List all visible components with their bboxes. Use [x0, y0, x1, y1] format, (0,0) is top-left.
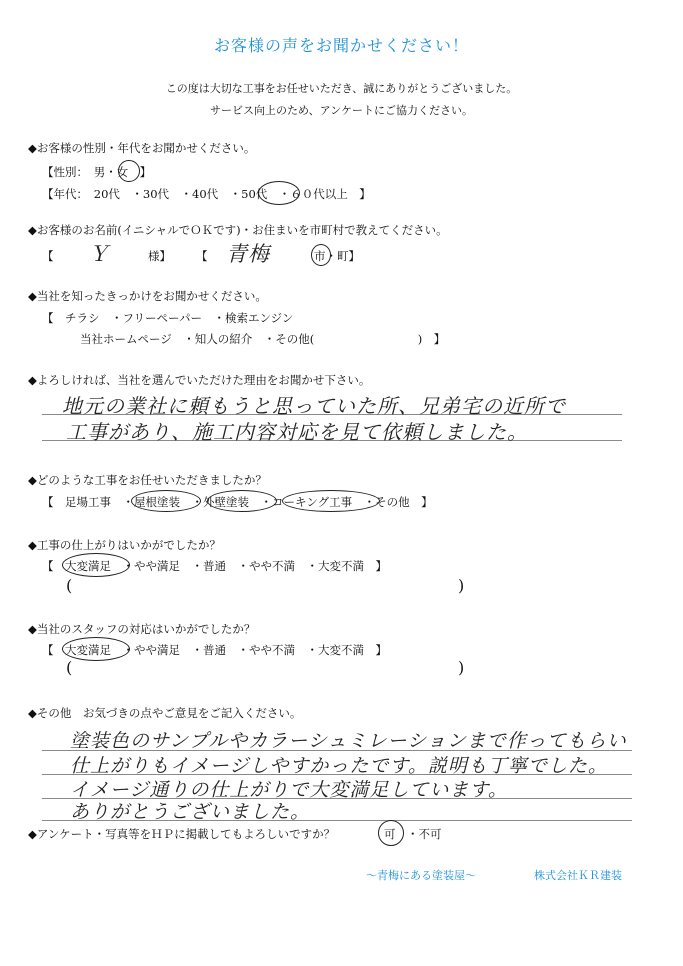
question-other-comments: ◆その他 お気づきの点やご意見をご記入ください。: [28, 706, 302, 720]
staff-paren-close: ): [458, 658, 465, 677]
question-publish-permission: ◆アンケート・写真等をＨＰに掲載してもよろしいですか？: [28, 827, 336, 841]
reason-answer-1: 地元の業社に頼もうと思っていた所、兄弟宅の近所で: [62, 394, 566, 418]
age-options: 【年代： 20代 ・30代 ・40代 ・50代 ・６０代以上 】: [42, 187, 371, 201]
age-selection-circle: [258, 181, 300, 205]
publish-selection-circle: [378, 820, 404, 846]
city-suffix: 市・町】: [314, 249, 360, 263]
name-suffix: 様】: [148, 249, 171, 263]
work-type-circle-caulking: [282, 490, 380, 512]
work-type-circle-roof: [131, 490, 201, 512]
gender-options: 【性別： 男・女 】: [42, 165, 152, 179]
question-name-city: ◆お客様のお名前(イニシャルでＯＫです)・お住まいを市町村で教えてください。: [28, 223, 448, 237]
staff-options: 【 大変満足 ・やや満足 ・普通 ・やや不満 ・大変不満 】: [42, 643, 387, 657]
intro-line-2: サービス向上のため、アンケートにご協力ください。: [210, 104, 473, 117]
gender-selection-circle: [118, 160, 140, 182]
question-staff: ◆当社のスタッフの対応はいかがでしたか？: [28, 622, 256, 636]
staff-paren-open: (: [66, 658, 73, 677]
how-found-options-1: 【 チラシ ・フリーペーパー ・検索エンジン: [42, 311, 294, 325]
city-bracket-open: 【: [196, 249, 208, 263]
finish-options: 【 大変満足 ・やや満足 ・普通 ・やや不満 ・大変不満 】: [42, 559, 387, 573]
comment-answer-4: ありがとうございました。: [70, 801, 311, 823]
question-how-found: ◆当社を知ったきっかけをお聞かせください。: [28, 289, 267, 303]
finish-paren-close: ): [458, 576, 465, 595]
name-bracket-open: 【: [42, 249, 54, 263]
company-name: 株式会社ＫＲ建装: [534, 869, 622, 882]
finish-selection-circle: [62, 553, 130, 577]
comment-answer-1: 塗装色のサンプルやカラーシュミレーションまで作ってもらい: [70, 730, 627, 752]
name-answer: Ｙ: [88, 242, 110, 266]
city-answer: 青梅: [226, 242, 270, 266]
footer-tagline: ～青梅にある塗装屋～: [366, 869, 476, 882]
how-found-options-2: 当社ホームページ ・知人の紹介 ・その他( ) 】: [80, 332, 446, 346]
finish-paren-open: (: [66, 576, 73, 595]
publish-options: 可 ・不可: [384, 827, 442, 841]
work-type-options: 【 足場工事 ・屋根塗装 ・外壁塗装 ・コーキング工事 ・その他 】: [42, 495, 433, 509]
intro-line-1: この度は大切な工事をお任せいただき、誠にありがとうございました。: [165, 82, 518, 95]
question-reason: ◆よろしければ、当社を選んでいただけた理由をお聞かせ下さい。: [28, 373, 371, 387]
survey-title: お客様の声をお聞かせください！: [213, 36, 469, 55]
reason-answer-2: 工事があり、施工内容対応を見て依頼しました。: [66, 420, 528, 444]
city-selection-circle: [311, 244, 331, 266]
question-work-type: ◆どのような工事をお任せいただきましたか？: [28, 473, 267, 487]
comment-answer-3: イメージ通りの仕上がりで大変満足しています。: [70, 779, 508, 801]
question-gender-age: ◆お客様の性別・年代をお聞かせください。: [28, 141, 256, 155]
comment-answer-2: 仕上がりもイメージしやすかったです。説明も丁寧でした。: [70, 755, 608, 777]
question-finish: ◆工事の仕上がりはいかがでしたか？: [28, 538, 221, 552]
work-type-circle-wall: [207, 490, 277, 512]
